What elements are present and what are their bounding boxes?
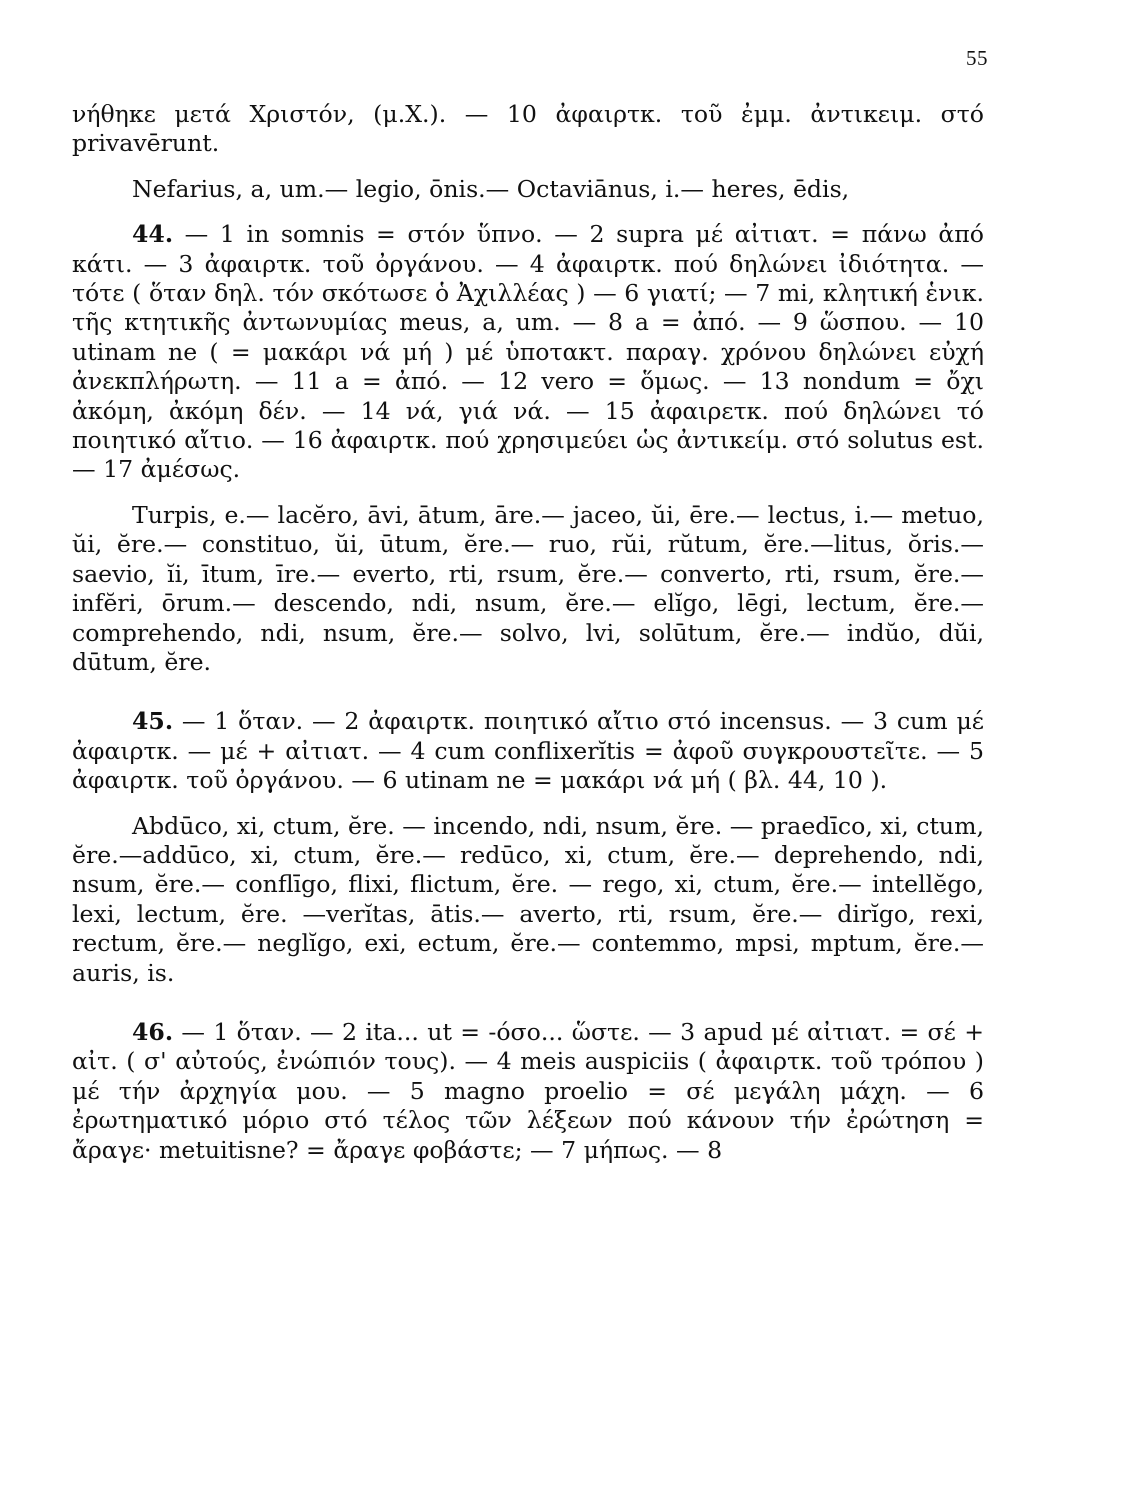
page-body: [72, 100, 984, 1165]
vocabulary-paragraph-43: Nefarius, a, um.— legio, ōnis.— Octaviānus, i.— heres, ēdis,: [132, 174, 850, 203]
section-number-45: 45.: [132, 707, 174, 736]
notes-text-44: — 1 in somnis = στόν ὕπνο. — 2 supra μέ αἰτιατ. = πάνω ἀπό κάτι. — 3 ἀφαιρτκ. τοῦ ὀργάνου. — 4 ἀφαιρτκ. πού δηλώνει ἰδιότητα. — τότε ( ὅταν δηλ. τόν σκότωσε ὁ Ἀχιλλέας ) — 6 γιατί; — 7 mi, κλητική ἑνικ. τῆς κτητικῆς ἀντωνυμίας meus, a, um. — 8 a = ἀπό. — 9 ὥσπου. — 10 utinam ne ( = μακάρι νά μή ) μέ ὑποτακτ. παραγ. χρόνου δηλώνει εὐχή ἀνεκπλήρωτη. — 11 a = ἀπό. — 12 vero = ὅμως. — 13 nondum = ὄχι ἀκόμη, ἀκόμη δέν. — 14 νά, γιά νά. — 15 ἀφαιρετκ. πού δηλώνει τό ποιητικό αἴτιο. — 16 ἀφαιρτκ. πού χρησιμεύει ὡς ἀντικείμ. στό solutus est. — 17 ἀμέσως.: [72, 220, 984, 484]
notes-paragraph-46: [72, 1018, 984, 1165]
section-number-46: 46.: [132, 1017, 174, 1046]
page-number: 55: [966, 46, 988, 70]
vocabulary-paragraph-44: Turpis, e.— lacĕro, āvi, ātum, āre.— jaceo, ŭi, ēre.— lectus, i.— metuo, ŭi, ĕre.— constituo, ŭi, ūtum, ĕre.— ruo, rŭi, rŭtum, ĕre.—litus, ŏris.— saevio, ĭi, ītum, īre.— everto, rti, rsum, ĕre.— converto, rti, rsum, ĕre.— infĕri, ōrum.— descendo, ndi, nsum, ĕre.— elĭgo, lēgi, lectum, ĕre.— comprehendo, ndi, nsum, ĕre.— solvo, lvi, solūtum, ĕre.— indŭo, dŭi, dūtum, ĕre.: [72, 500, 984, 676]
notes-paragraph-44: [72, 220, 984, 485]
paragraph-continuation: νήθηκε μετά Χριστόν, (μ.Χ.). — 10 ἀφαιρτκ. τοῦ ἐμμ. ἀντικειμ. στό privavērunt.: [72, 100, 984, 158]
notes-text-45: — 1 ὅταν. — 2 ἀφαιρτκ. ποιητικό αἴτιο στό incensus. — 3 cum μέ ἀφαιρτκ. — μέ + αἰτιατ. — 4 cum conflixerĭtis = ἀφοῦ συγκρουστεῖτε. — 5 ἀφαιρτκ. τοῦ ὀργάνου. — 6 utinam ne = μακάρι νά μή ( βλ. 44, 10 ).: [72, 707, 984, 795]
vocabulary-paragraph-45: Abdūco, xi, ctum, ĕre. — incendo, ndi, nsum, ĕre. — praedīco, xi, ctum, ĕre.—addūco, xi, ctum, ĕre.— redūco, xi, ctum, ĕre.— deprehendo, ndi, nsum, ĕre.— conflīgo, flixi, flictum, ĕre. — rego, xi, ctum, ĕre.— intellĕgo, lexi, lectum, ĕre. —verĭtas, ātis.— averto, rti, rsum, ĕre.— dirĭgo, rexi, rectum, ĕre.— neglĭgo, exi, ectum, ĕre.— contemmo, mpsi, mptum, ĕre.—auris, is.: [72, 811, 984, 987]
section-number-44: 44.: [132, 220, 174, 249]
notes-text-46: — 1 ὅταν. — 2 ita... ut = -όσο... ὥστε. — 3 apud μέ αἰτιατ. = σέ + αἰτ. ( σ' αὐτούς, ἐνώπιόν τους). — 4 meis auspiciis ( ἀφαιρτκ. τοῦ τρόπου ) μέ τήν ἀρχηγία μου. — 5 magno proelio = σέ μεγάλη μάχη. — 6 ἐρωτηματικό μόριο στό τέλος τῶν λέξεων πού κάνουν τήν ἐρώτηση = ἄραγε· metuitisne? = ἄραγε φοβάστε; — 7 μήπως. — 8: [72, 1017, 984, 1164]
notes-paragraph-45: [72, 707, 984, 795]
